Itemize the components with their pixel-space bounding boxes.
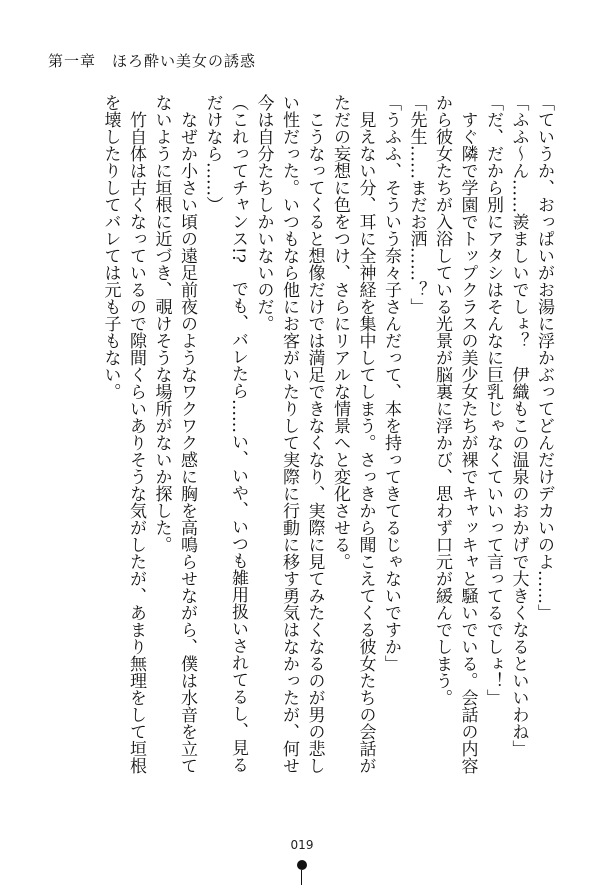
text-line: ただの妄想に色をつけ、さらにリアルな情景へと変化させる。: [330, 94, 350, 570]
text-line: から彼女たちが入浴している光景が脳裏に浮かび、思わず口元が緩んでしまう。: [432, 94, 452, 706]
text-line: すぐ隣で学園でトップクラスの美少女たちが裸でキャッキャと騒いでいる。会話の内容: [457, 94, 478, 774]
text-line: ないように垣根に近づき、覗けそうな場所がないか探した。: [151, 94, 172, 553]
text-line: こうなってくると想像だけでは満足できなくなり、実際に見てみたくなるのが男の悲し: [304, 94, 325, 774]
folio-line-ornament: [301, 870, 302, 885]
folio-dot-ornament: [297, 860, 307, 870]
vertical-body-text: [44, 94, 556, 794]
text-line: 今は自分たちしかいないのだ。: [253, 94, 274, 332]
text-line: を壊したりしてバレては元も子もない。: [100, 94, 121, 400]
text-line: 「ふふ～ん……羨ましいでしょ？ 伊織もこの温泉のおかげで大きくなるといいわね」: [508, 94, 529, 757]
text-line: 「うふふ、そういう奈々子さんだって、本を持ってきてるじゃないですか」: [381, 94, 401, 672]
text-line: 竹自体は古くなっているので隙間くらいありそうな気がしたが、あまり無理をして垣根: [126, 94, 146, 774]
text-line: 「だ、だから別にアタシはそんなに巨乳じゃなくていいって言ってるでしょ！」: [483, 94, 503, 706]
text-line: だけなら……）: [202, 94, 223, 213]
text-line: （これってチャンス!? でも、バレたら……い、いや、いつも雑用扱いされてるし、見る: [228, 94, 248, 773]
text-line: い性だった。いつもなら他にお客がいたりして実際に行動に移す勇気はなかったが、何せ: [279, 94, 299, 774]
text-line: 「先生……まだお洒……？」: [406, 94, 427, 315]
text-line: なぜか小さい頃の遠足前夜のようなワクワク感に胸を高鳴らせながら、僕は水音を立て: [177, 94, 197, 774]
text-line: 「ていうか、おっぱいがお湯に浮かぶってどんだけデカいのよ……」: [534, 94, 554, 621]
text-line: 見えない分、耳に全神経を集中してしまう。さっきから聞こえてくる彼女たちの会話が: [355, 94, 376, 774]
page-number: 019: [290, 838, 314, 852]
chapter-title: 第一章 ほろ酔い美女の誘惑: [48, 52, 257, 70]
